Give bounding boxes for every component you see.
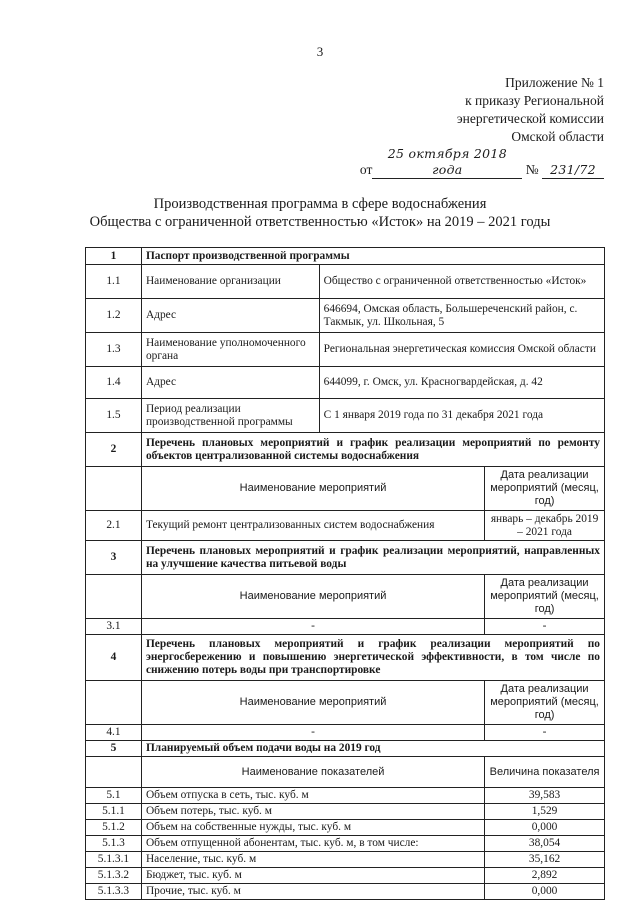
col-header-name: Наименование показателей	[141, 757, 484, 788]
row-label: Адрес	[141, 367, 319, 399]
row-label: Население, тыс. куб. м	[141, 852, 484, 868]
handwritten-number: 231/72	[542, 162, 604, 179]
appendix-line-2: к приказу Региональной	[465, 93, 604, 108]
row-label: Прочие, тыс. куб. м	[141, 884, 484, 900]
row-value: 644099, г. Омск, ул. Красногвардейская, д. 42	[319, 367, 604, 399]
table-row	[86, 788, 605, 804]
page-number: 3	[316, 44, 324, 59]
section-4-number: 4	[86, 635, 142, 681]
section-5-header-row	[86, 741, 605, 757]
section-3-header-row	[86, 541, 605, 575]
section-2-header-row	[86, 433, 605, 467]
table-row	[86, 299, 605, 333]
row-number: 5.1.3.1	[86, 852, 142, 868]
table-row	[86, 836, 605, 852]
appendix-line-4: Омской области	[511, 129, 604, 144]
row-number: 1.2	[86, 299, 142, 333]
appendix-line-1: Приложение № 1	[505, 75, 604, 90]
title-line-2: Общества с ограниченной ответственностью «Исток» на 2019 – 2021 годы	[89, 214, 551, 230]
appendix-block	[360, 74, 604, 179]
section-5-number: 5	[86, 741, 142, 757]
column-header-row	[86, 575, 605, 619]
section-4-title: Перечень плановых мероприятий и график реализации мероприятий по энергосбережению и повышению энергетической эффективности, в том числе по снижению потерь воды при транспортировке	[141, 635, 604, 681]
row-label: Объем отпуска в сеть, тыс. куб. м	[141, 788, 484, 804]
column-header-row	[86, 757, 605, 788]
handwritten-date: 25 октября 2018 года	[372, 146, 522, 179]
empty-cell	[86, 757, 142, 788]
table-row	[86, 619, 605, 635]
col-header-name: Наименование мероприятий	[141, 575, 484, 619]
row-value: 39,583	[485, 788, 605, 804]
table-row	[86, 367, 605, 399]
row-number: 5.1.3.2	[86, 868, 142, 884]
row-label: -	[141, 619, 484, 635]
table-row	[86, 333, 605, 367]
col-header-name: Наименование мероприятий	[141, 681, 484, 725]
section-3-title: Перечень плановых мероприятий и график реализации мероприятий, направленных на улучшение качества питьевой воды	[141, 541, 604, 575]
table-row	[86, 804, 605, 820]
row-number: 2.1	[86, 511, 142, 541]
title-line-1: Производственная программа в сфере водоснабжения	[153, 196, 487, 212]
row-value: 38,054	[485, 836, 605, 852]
row-number: 5.1.3.3	[86, 884, 142, 900]
row-label: -	[141, 725, 484, 741]
row-label: Период реализации производственной программы	[141, 399, 319, 433]
row-value: 646694, Омская область, Большереченский район, с. Такмык, ул. Школьная, 5	[319, 299, 604, 333]
row-number: 5.1.2	[86, 820, 142, 836]
table-row	[86, 399, 605, 433]
row-number: 1.5	[86, 399, 142, 433]
empty-cell	[86, 681, 142, 725]
col-header-value: Величина показателя	[485, 757, 605, 788]
section-2-number: 2	[86, 433, 142, 467]
order-date-line	[360, 146, 604, 179]
section-1-number: 1	[86, 248, 142, 265]
table-row	[86, 852, 605, 868]
row-label: Адрес	[141, 299, 319, 333]
table-row	[86, 511, 605, 541]
row-number: 1.1	[86, 265, 142, 299]
table-row	[86, 265, 605, 299]
row-label: Объем отпущенной абонентам, тыс. куб. м, в том числе:	[141, 836, 484, 852]
row-value: Региональная энергетическая комиссия Омской области	[319, 333, 604, 367]
section-3-number: 3	[86, 541, 142, 575]
section-5-title: Планируемый объем подачи воды на 2019 год	[141, 741, 604, 757]
column-header-row	[86, 467, 605, 511]
col-header-name: Наименование мероприятий	[141, 467, 484, 511]
row-number: 3.1	[86, 619, 142, 635]
row-label: Наименование организации	[141, 265, 319, 299]
table-row	[86, 725, 605, 741]
row-number: 5.1	[86, 788, 142, 804]
row-value: Общество с ограниченной ответственностью «Исток»	[319, 265, 604, 299]
row-label: Наименование уполномоченного органа	[141, 333, 319, 367]
row-label: Объем на собственные нужды, тыс. куб. м	[141, 820, 484, 836]
row-label: Объем потерь, тыс. куб. м	[141, 804, 484, 820]
col-header-date: Дата реализации мероприятий (месяц, год)	[485, 467, 605, 511]
section-1-title: Паспорт производственной программы	[141, 248, 604, 265]
table-row	[86, 884, 605, 900]
table-row	[86, 820, 605, 836]
row-value: январь – декабрь 2019 – 2021 года	[485, 511, 605, 541]
col-header-date: Дата реализации мероприятий (месяц, год)	[485, 575, 605, 619]
row-number: 1.3	[86, 333, 142, 367]
row-value: 0,000	[485, 884, 605, 900]
appendix-line-3: энергетической комиссии	[456, 111, 604, 126]
empty-cell	[86, 467, 142, 511]
row-number: 1.4	[86, 367, 142, 399]
row-value: С 1 января 2019 года по 31 декабря 2021 года	[319, 399, 604, 433]
row-value: 0,000	[485, 820, 605, 836]
column-header-row	[86, 681, 605, 725]
row-label: Бюджет, тыс. куб. м	[141, 868, 484, 884]
row-value: 1,529	[485, 804, 605, 820]
row-value: -	[485, 619, 605, 635]
number-label: №	[525, 162, 539, 177]
production-program-table	[85, 247, 605, 900]
section-1-header-row	[86, 248, 605, 265]
row-number: 4.1	[86, 725, 142, 741]
section-2-title: Перечень плановых мероприятий и график реализации мероприятий по ремонту объектов централизованной системы водоснабжения	[141, 433, 604, 467]
row-value: -	[485, 725, 605, 741]
empty-cell	[86, 575, 142, 619]
document-title	[0, 195, 640, 231]
table-row	[86, 868, 605, 884]
row-value: 35,162	[485, 852, 605, 868]
section-4-header-row	[86, 635, 605, 681]
col-header-date: Дата реализации мероприятий (месяц, год)	[485, 681, 605, 725]
row-number: 5.1.1	[86, 804, 142, 820]
row-label: Текущий ремонт централизованных систем водоснабжения	[141, 511, 484, 541]
row-value: 2,892	[485, 868, 605, 884]
from-label: от	[359, 162, 373, 177]
row-number: 5.1.3	[86, 836, 142, 852]
